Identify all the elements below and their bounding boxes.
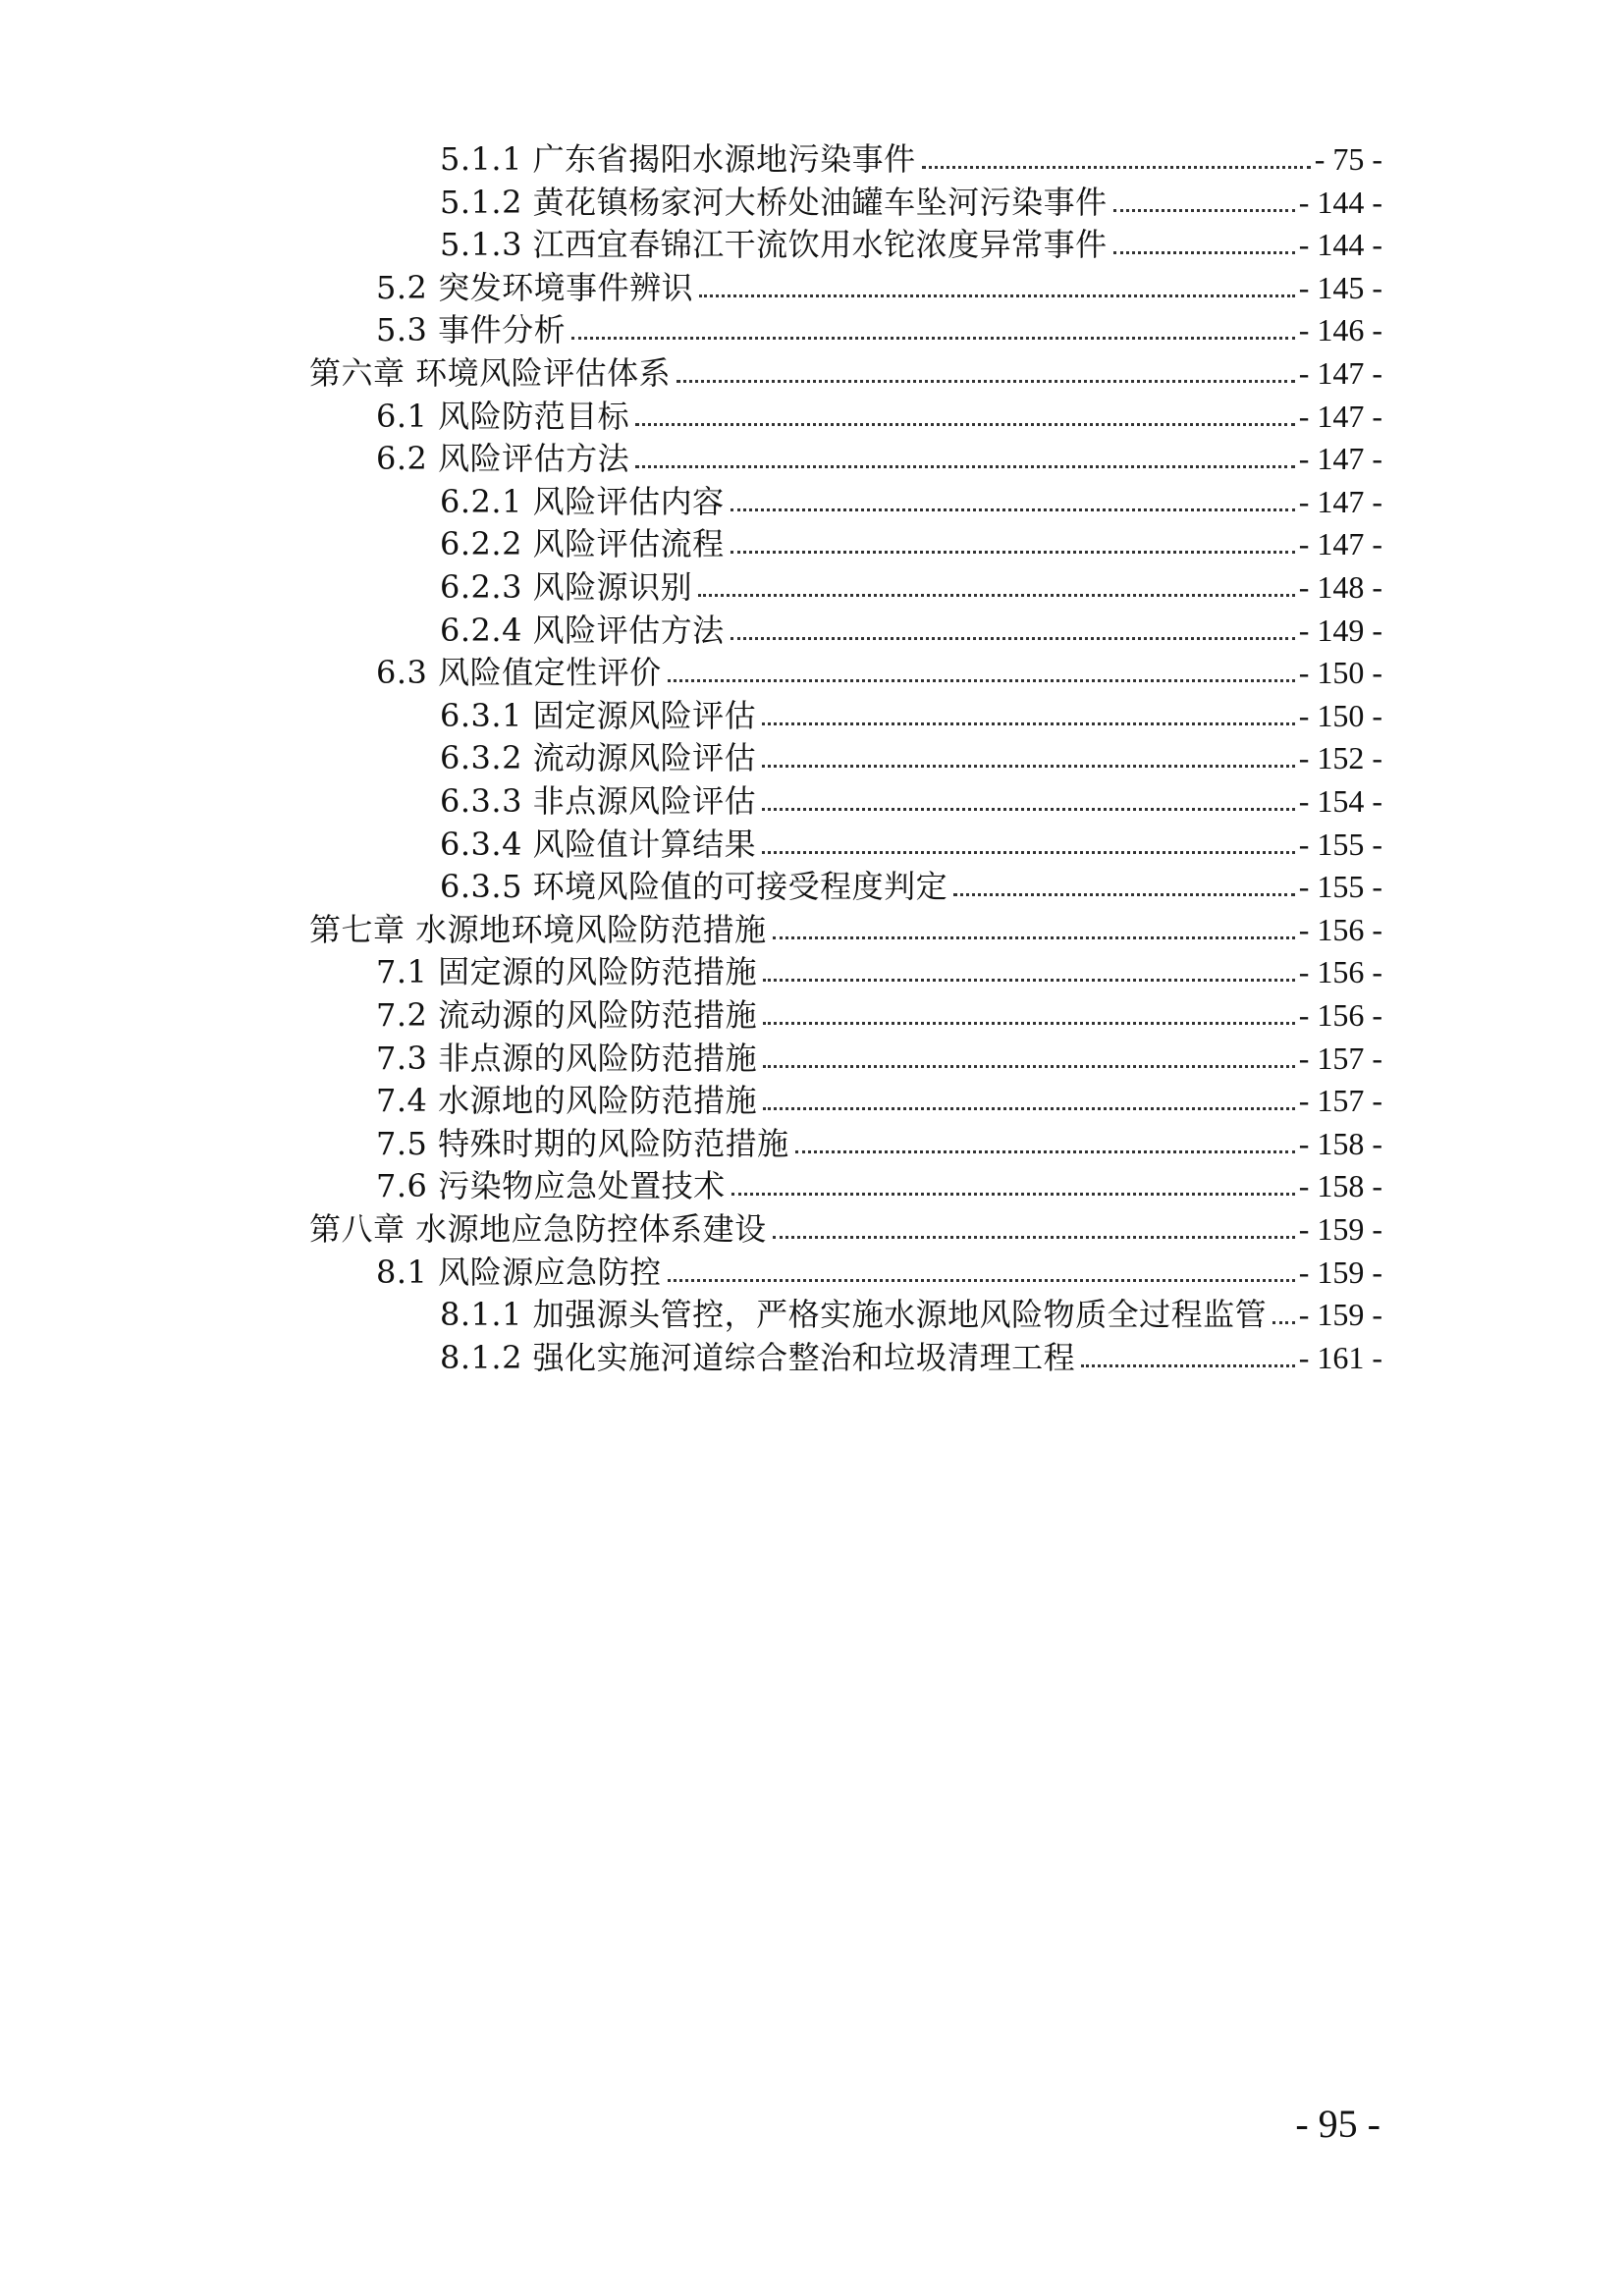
toc-entry-page: - 157 -: [1298, 1083, 1382, 1119]
toc-entry[interactable]: [309, 1200, 1382, 1249]
dot-leader: [699, 294, 1295, 297]
toc-entry[interactable]: [376, 1156, 1382, 1205]
dot-leader: [731, 637, 1295, 640]
dot-leader: [762, 765, 1295, 768]
toc-entry-title: 7.2 流动源的风险防范措施: [376, 996, 758, 1034]
toc-entry-page: - 148 -: [1298, 569, 1382, 605]
toc-entry[interactable]: [376, 429, 1382, 478]
toc-entry-title: 8.1.2 强化实施河道综合整治和垃圾清理工程: [440, 1338, 1076, 1376]
dot-leader: [763, 1107, 1295, 1110]
toc-entry-page: - 150 -: [1298, 655, 1382, 691]
toc-entry-title: 5.1.3 江西宜春锦江干流饮用水铊浓度异常事件: [440, 226, 1108, 264]
toc-entry[interactable]: [376, 1114, 1382, 1163]
dot-leader: [762, 851, 1295, 854]
dot-leader: [922, 166, 1311, 169]
toc-entry-page: - 147 -: [1298, 483, 1382, 519]
toc-entry[interactable]: [376, 942, 1382, 991]
toc-entry-title: 6.2.4 风险评估方法: [440, 611, 725, 649]
toc-entry[interactable]: [376, 300, 1382, 349]
toc-entry-page: - 147 -: [1298, 355, 1382, 391]
toc-entry[interactable]: [440, 472, 1382, 521]
dot-leader: [1081, 1364, 1295, 1367]
toc-entry-title: 7.3 非点源的风险防范措施: [376, 1039, 758, 1077]
dot-leader: [795, 1150, 1295, 1153]
toc-entry-title: 7.4 水源地的风险防范措施: [376, 1082, 758, 1120]
toc-entry[interactable]: [440, 215, 1382, 264]
toc-entry-page: - 75 -: [1314, 141, 1382, 177]
dot-leader: [677, 380, 1295, 383]
dot-leader: [1113, 251, 1295, 254]
toc-entry-title: 8.1.1 加强源头管控，严格实施水源地风险物质全过程监管: [440, 1296, 1268, 1334]
toc-entry-page: - 157 -: [1298, 1040, 1382, 1076]
dot-leader: [731, 508, 1295, 511]
toc-entry-page: - 150 -: [1298, 697, 1382, 733]
toc-entry-title: 7.6 污染物应急处置技术: [376, 1167, 726, 1205]
toc-entry[interactable]: [376, 1071, 1382, 1120]
dot-leader: [1113, 209, 1295, 212]
toc-entry-title: 6.3.5 环境风险值的可接受程度判定: [440, 868, 948, 906]
dot-leader: [763, 1065, 1295, 1068]
toc-entry-page: - 159 -: [1298, 1297, 1382, 1333]
toc-entry-title: 5.3 事件分析: [376, 311, 567, 349]
toc-entry-page: - 152 -: [1298, 740, 1382, 776]
dot-leader: [731, 1193, 1295, 1196]
dot-leader: [571, 337, 1295, 340]
toc-entry[interactable]: [440, 1328, 1382, 1377]
toc-entry-title: 第七章 水源地环境风险防范措施: [309, 910, 767, 948]
dot-leader: [763, 1022, 1295, 1025]
toc-entry[interactable]: [440, 130, 1382, 179]
toc-entry-title: 6.3.3 非点源风险评估: [440, 782, 757, 820]
dot-leader: [763, 979, 1295, 982]
toc-entry-title: 5.1.1 广东省揭阳水源地污染事件: [440, 140, 916, 178]
dot-leader: [635, 423, 1295, 426]
toc-entry-title: 7.5 特殊时期的风险防范措施: [376, 1124, 789, 1162]
dot-leader: [762, 808, 1295, 811]
toc-entry-page: - 147 -: [1298, 398, 1382, 434]
toc-entry-page: - 158 -: [1298, 1125, 1382, 1161]
toc-entry-title: 5.2 突发环境事件辨识: [376, 268, 694, 306]
toc-entry-title: 6.1 风险防范目标: [376, 397, 630, 435]
toc-entry[interactable]: [309, 344, 1382, 393]
dot-leader: [731, 551, 1295, 554]
toc-entry[interactable]: [440, 772, 1382, 821]
toc-entry-page: - 161 -: [1298, 1339, 1382, 1375]
toc-entry-page: - 159 -: [1298, 1211, 1382, 1247]
toc-entry-page: - 158 -: [1298, 1168, 1382, 1204]
toc-entry-page: - 156 -: [1298, 911, 1382, 947]
toc-entry[interactable]: [376, 1029, 1382, 1078]
toc-entry-page: - 146 -: [1298, 312, 1382, 348]
toc-entry[interactable]: [376, 643, 1382, 692]
toc-entry-page: - 155 -: [1298, 826, 1382, 862]
toc-entry-title: 6.3.4 风险值计算结果: [440, 825, 757, 863]
toc-entry-title: 8.1 风险源应急防控: [376, 1253, 662, 1291]
toc-entry-title: 6.2.3 风险源识别: [440, 568, 693, 606]
dot-leader: [1272, 1321, 1295, 1324]
toc-entry-title: 5.1.2 黄花镇杨家河大桥处油罐车坠河污染事件: [440, 183, 1108, 221]
toc-entry-page: - 155 -: [1298, 869, 1382, 905]
toc-entry-page: - 159 -: [1298, 1254, 1382, 1290]
dot-leader: [668, 679, 1295, 682]
toc-entry-title: 第六章 环境风险评估体系: [309, 354, 672, 392]
toc-entry[interactable]: [440, 173, 1382, 222]
toc-entry-page: - 154 -: [1298, 783, 1382, 819]
toc-entry[interactable]: [440, 514, 1382, 563]
dot-leader: [668, 1279, 1295, 1282]
toc-entry[interactable]: [309, 900, 1382, 949]
toc-entry[interactable]: [440, 815, 1382, 864]
toc-entry-page: - 147 -: [1298, 526, 1382, 562]
dot-leader: [953, 893, 1295, 896]
dot-leader: [762, 722, 1295, 725]
dot-leader: [698, 594, 1295, 597]
toc-entry-title: 7.1 固定源的风险防范措施: [376, 953, 758, 991]
toc-entry[interactable]: [376, 258, 1382, 307]
dot-leader: [773, 936, 1295, 939]
toc-entry[interactable]: [440, 686, 1382, 735]
toc-entry-page: - 144 -: [1298, 227, 1382, 263]
toc-entry[interactable]: [376, 1243, 1382, 1292]
toc-entry[interactable]: [376, 986, 1382, 1035]
toc-entry[interactable]: [440, 728, 1382, 777]
toc-entry-title: 6.2.1 风险评估内容: [440, 482, 725, 520]
toc-entry[interactable]: [440, 601, 1382, 650]
toc-entry-page: - 156 -: [1298, 997, 1382, 1033]
dot-leader: [635, 465, 1295, 468]
toc-entry-title: 第八章 水源地应急防控体系建设: [309, 1210, 767, 1248]
toc-entry-page: - 144 -: [1298, 184, 1382, 220]
toc-entry-page: - 147 -: [1298, 441, 1382, 477]
toc-entry-title: 6.2.2 风险评估流程: [440, 525, 725, 563]
toc-entry-title: 6.3.1 固定源风险评估: [440, 696, 757, 734]
toc-entry[interactable]: [440, 558, 1382, 607]
toc-entry-title: 6.3.2 流动源风险评估: [440, 739, 757, 777]
dot-leader: [773, 1236, 1295, 1239]
toc-entry-page: - 145 -: [1298, 269, 1382, 305]
toc-entry[interactable]: [440, 857, 1382, 906]
toc-entry-page: - 156 -: [1298, 954, 1382, 990]
toc-entry[interactable]: [376, 387, 1382, 436]
toc-entry-page: - 149 -: [1298, 612, 1382, 648]
toc-entry-title: 6.2 风险评估方法: [376, 440, 630, 478]
page-number: - 95 -: [1295, 2102, 1380, 2146]
toc-entry-title: 6.3 风险值定性评价: [376, 654, 662, 692]
toc-entry[interactable]: [440, 1285, 1382, 1334]
